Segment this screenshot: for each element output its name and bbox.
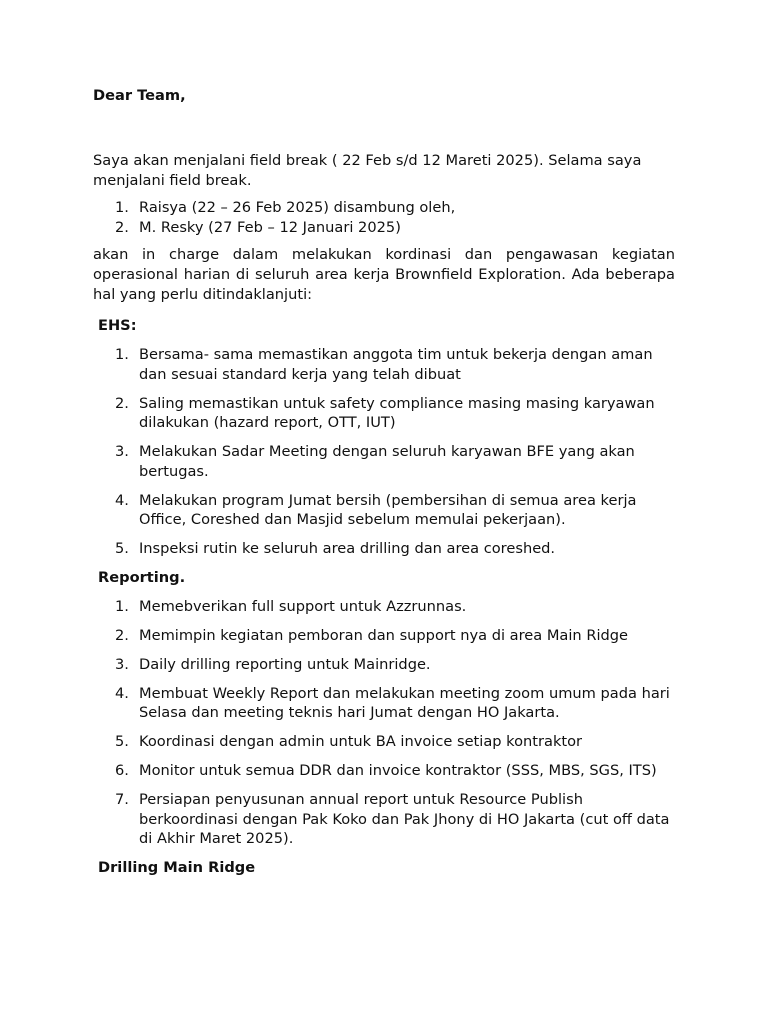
list-number: 7. [115,791,129,808]
intro-paragraph: Saya akan menjalani field break ( 22 Feb s/d 12 Mareti 2025). Selama saya menjalani field break. [93,152,642,189]
greeting: Dear Team, [93,87,186,104]
list-item-text: Melakukan program Jumat bersih (pembersihan di semua area kerja Office, Coreshed dan Masjid sebelum memulai pekerjaan). [139,491,637,528]
list-number: 4. [115,491,129,509]
list-number: 6. [115,762,129,779]
reporting-list [93,597,675,849]
list-item [93,218,675,238]
list-item [93,491,675,530]
list-item-text: Bersama- sama memastikan anggota tim untuk bekerja dengan aman dan sesuai standard kerja yang telah dibuat [139,346,653,383]
list-item-text: Memimpin kegiatan pemboran dan support nya di area Main Ridge [139,626,629,644]
list-number: 5. [115,733,129,750]
list-number: 3. [115,443,129,460]
list-item [93,442,675,481]
list-item-text: Monitor untuk semua DDR dan invoice kontraktor (SSS, MBS, SGS, ITS) [139,762,657,779]
list-number: 4. [115,684,129,702]
list-item [93,626,675,646]
list-item [93,597,675,617]
list-item-text: Koordinasi dengan admin untuk BA invoice setiap kontraktor [139,733,583,750]
list-item-text: M. Resky (27 Feb – 12 Januari 2025) [139,218,401,236]
list-item [93,790,675,849]
list-item [93,539,675,559]
ehs-list [93,345,675,559]
reporting-heading: Reporting. [98,568,186,586]
list-item [93,394,675,433]
list-number: 5. [115,540,129,557]
list-item-text: Memebverikan full support untuk Azzrunnas. [139,597,467,615]
list-number: 1. [115,597,129,615]
list-number: 1. [115,199,129,216]
list-item [93,732,675,752]
list-number: 1. [115,346,129,363]
list-item-text: Membuat Weekly Report dan melakukan meeting zoom umum pada hari Selasa dan meeting teknis hari Jumat dengan HO Jakarta. [139,684,670,721]
list-item-text: Inspeksi rutin ke seluruh area drilling dan area coreshed. [139,540,556,557]
ehs-heading: EHS: [98,317,137,334]
list-item [93,345,675,384]
list-item [93,655,675,675]
list-item [93,761,675,781]
list-number: 3. [115,655,129,673]
list-item-text: Saling memastikan untuk safety compliance masing masing karyawan dilakukan (hazard report, OTT, IUT) [139,394,655,431]
list-number: 2. [115,394,129,412]
list-item-text: Persiapan penyusunan annual report untuk Resource Publish berkoordinasi dengan Pak Koko dan Pak Jhony di HO Jakarta (cut off data di Akhir Maret 2025). [139,791,670,847]
list-number: 2. [115,626,129,644]
list-number: 2. [115,218,129,236]
document-page [93,86,675,887]
list-item-text: Melakukan Sadar Meeting dengan seluruh karyawan BFE yang akan bertugas. [139,443,635,480]
responsibility-paragraph: akan in charge dalam melakukan kordinasi dan pengawasan kegiatan operasional harian di seluruh area kerja Brownfield Exploration. Ada beberapa hal yang perlu ditindaklanjuti: [93,246,675,303]
list-item-text: Raisya (22 – 26 Feb 2025) disambung oleh, [139,199,456,216]
list-item [93,684,675,723]
drilling-heading: Drilling Main Ridge [98,858,256,876]
list-item-text: Daily drilling reporting untuk Mainridge. [139,655,431,673]
replacement-list [93,198,675,237]
list-item [93,198,675,218]
